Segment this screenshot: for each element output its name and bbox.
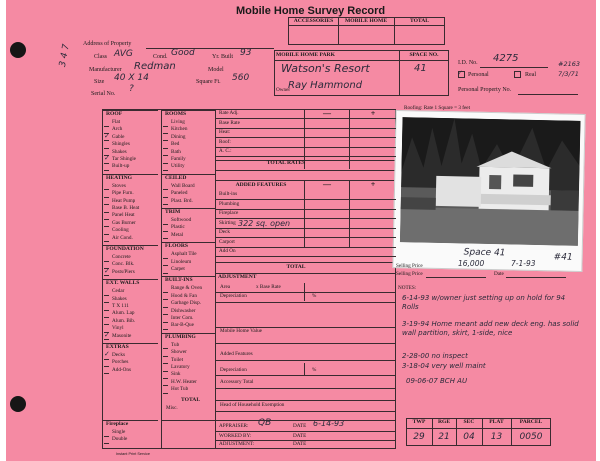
serial-label: Serial No. [91, 91, 116, 97]
added-feature-rule [215, 228, 396, 229]
rates-minus-header: — [323, 109, 331, 118]
roof-item: Gable [112, 133, 125, 140]
yr-built-value: 93 [240, 48, 252, 58]
rate-row-rule [215, 137, 396, 138]
rooms-item-box [163, 155, 168, 156]
photo-number: #41 [553, 252, 573, 263]
floors-title: FLOORS [165, 243, 189, 250]
base-rate-label: x Base Rate [256, 284, 281, 290]
foundation-item-box [104, 261, 109, 262]
heating-item-box [104, 234, 109, 235]
heating-item-box [104, 189, 109, 190]
depreciation-label: Depreciation [220, 293, 247, 299]
extras-title: EXTRAS [106, 344, 129, 350]
roof-title: ROOF [106, 111, 123, 117]
extras-item: Add-Ons [112, 366, 132, 373]
ceiled-item: Paneled [171, 190, 188, 197]
heating-item: Pipe Furn. [112, 190, 134, 197]
plumbing-item: Shower [171, 349, 187, 356]
rates-plus-header: + [370, 109, 376, 118]
address-label: Address of Property [83, 41, 132, 47]
twp-value: 21 [438, 432, 450, 442]
twp-value: 29 [413, 432, 425, 442]
cond-value: Good [171, 48, 195, 58]
ext_walls-item-box [104, 324, 109, 325]
note-1: 6-14-93 w/owner just setting up on hold for 94 Rolls [402, 294, 566, 311]
trim-item-box [163, 238, 168, 239]
ext_walls-item-box [104, 295, 109, 296]
rooms-item-box [163, 140, 168, 141]
roof-item-box [104, 148, 109, 149]
added-feature-item: Skirting [219, 219, 236, 226]
added-features-title: ADDED FEATURES [235, 182, 287, 188]
date-value: 6-14-93 [313, 419, 345, 428]
rooms-item: Living [171, 119, 185, 125]
rooms-item: Kitchen [171, 126, 188, 133]
plumbing-item-box [163, 371, 168, 372]
note-4: 3-18-04 very well maint [402, 362, 486, 370]
plumbing-item: Toilet [171, 356, 184, 363]
floors-item: Asphalt Tile [171, 251, 197, 258]
size-value: 40 X 14 [114, 73, 149, 83]
added-feature-rule [215, 209, 396, 210]
added-features-minus: — [323, 180, 331, 189]
class-value: AVG [114, 49, 133, 59]
selling-price-value: 16,000 [458, 259, 485, 268]
twp-header: TWP [412, 419, 426, 425]
space-header: SPACE NO. [409, 52, 439, 58]
ceiled-item-box [163, 189, 168, 190]
floors-item-box [163, 265, 168, 266]
rate-row-rule [215, 147, 396, 148]
area-label: Area [220, 284, 231, 290]
floors-item: Linoleum [171, 258, 192, 265]
plumbing-item-box [163, 393, 168, 394]
manufacturer-value: Redman [134, 61, 176, 72]
ext_walls-check-mark: ✓ [104, 330, 110, 339]
date-label: DATE [293, 423, 307, 429]
serial-value: ? [129, 84, 134, 94]
rate-row-rule [215, 128, 396, 129]
built_ins-item-box [163, 299, 168, 300]
depreciation-pct: % [312, 293, 317, 299]
ext_walls-item-box [104, 302, 109, 303]
ext_walls-item-box [104, 310, 109, 311]
date-label-2: DATE [293, 433, 307, 439]
built_ins-item-box [163, 292, 168, 293]
personal-check-mark: ✓ [457, 69, 463, 77]
notes-label: NOTES: [398, 285, 417, 291]
sqft-label: Square Ft. [196, 79, 221, 85]
rooms-item-box [163, 163, 168, 164]
extras-item: Porches [112, 359, 129, 366]
binder-hole-bottom [10, 396, 26, 412]
id-label: I.D. No. [458, 60, 478, 66]
id-note-2: 7/3/71 [558, 70, 579, 78]
foundation-check-mark: ✓ [104, 266, 110, 275]
rooms-item-box [163, 148, 168, 149]
roof-check-mark: ✓ [104, 131, 110, 140]
ceiled-item-box [163, 197, 168, 198]
roof-item: Built-up [112, 163, 130, 170]
added-feature-rule [215, 237, 396, 238]
heating-item-box [104, 197, 109, 198]
added-feature-rule [215, 218, 396, 219]
selling-price-label: Selling Price [396, 263, 423, 269]
added-feature-item: Fireplace [219, 210, 239, 216]
heating-item: Stoves [112, 182, 126, 189]
roof-item: Shingles [112, 141, 130, 148]
plumbing-item-box [163, 363, 168, 364]
built_ins-item-box [163, 314, 168, 315]
fireplace-title: Fireplace [106, 421, 129, 427]
plumbing-item-box [163, 348, 168, 349]
twp-value: 13 [490, 432, 503, 442]
plumbing-title: PLUMBING [165, 333, 196, 340]
roof-item: Shakes [112, 148, 127, 155]
added-feature-item: Built-ins [219, 191, 238, 197]
floors-item: Carpet [171, 266, 185, 272]
trim-item: Metal [171, 231, 184, 238]
owner-value: Ray Hammond [288, 80, 363, 91]
ext_walls-item: Masonite [112, 332, 132, 339]
foundation-title: FOUNDATION [106, 246, 144, 252]
rooms-title: ROOMS [165, 111, 187, 117]
ext_walls-item: Alum. Bib. [112, 317, 136, 324]
selling-price-label-2: Selling Price [396, 271, 423, 277]
heating-item-box [104, 219, 109, 220]
roof-item-box [104, 170, 109, 171]
added-features-plus: + [370, 180, 376, 189]
roof-item: Arch [112, 126, 123, 133]
total-header: TOTAL [409, 18, 430, 24]
rooms-item: Dining [171, 133, 186, 140]
twp-table-rule [406, 428, 551, 429]
appraiser-label: APPRAISER: [219, 423, 249, 429]
head-of-household-label: Head of Household Exemption [220, 402, 285, 408]
personal-label: Personal [468, 72, 489, 78]
twp-header: RGE [437, 419, 451, 425]
floors-item-box [163, 273, 168, 274]
ceiled-title: CEILED [165, 174, 187, 181]
built_ins-item: Bar-B-Que [171, 322, 194, 329]
manufacturer-label: Manufacturer [89, 67, 122, 73]
rate-row-rule [215, 156, 396, 157]
selling-date-label-2: Date [494, 271, 504, 277]
trim-item: Plastic [171, 224, 185, 231]
foundation-item: Concrete [112, 254, 131, 260]
plumbing-item-box [163, 378, 168, 379]
footer-text: Instant Print Service [116, 452, 150, 456]
note-5: 09-06-07 BCH AU [406, 377, 468, 385]
selling-date-value: 7-1-93 [511, 259, 536, 268]
roof-item: Flat [112, 119, 121, 125]
note-2: 3-19-94 Home meant add new deck eng. has solid wall partition, skirt, 1-side, nice [402, 320, 579, 337]
roof-check-mark: ✓ [104, 154, 110, 162]
ext_walls-item-box [104, 317, 109, 318]
grid-total-label: TOTAL [181, 396, 201, 403]
mobile-home-photo-image [400, 117, 581, 246]
foundation-item: Conc. Blk. [112, 261, 135, 268]
plumbing-item: Lavatory [171, 364, 190, 370]
built_ins-item-box [163, 329, 168, 330]
extras-item: Decks [112, 352, 125, 358]
sqft-value: 560 [232, 73, 250, 83]
adjustment-total-label: TOTAL [286, 264, 306, 270]
fireplace-item-box [104, 443, 109, 444]
ceiled-item: Wall Board [171, 182, 195, 189]
roof-item-box [104, 163, 109, 164]
ext_walls-item: T X 111 [112, 303, 129, 309]
heating-item: Gas Burner [112, 219, 136, 226]
built_ins-item: Dishwasher [171, 307, 196, 314]
trim-title: TRIM [165, 209, 181, 215]
heating-item: Base B. Heat [112, 205, 140, 211]
extras-item-box [104, 359, 109, 360]
rate-row-rule [215, 118, 396, 119]
ceiled-item-box [163, 204, 168, 205]
heating-item-box [104, 212, 109, 213]
heating-item: Air Cond. [112, 234, 133, 241]
photo-caption: Space 41 [463, 247, 506, 259]
property-photo [392, 110, 585, 272]
heating-item: Heat Pump [112, 197, 136, 204]
real-checkbox[interactable] [514, 71, 521, 78]
heating-item: Panel Heat [112, 212, 135, 219]
roof-item-box [104, 140, 109, 141]
fireplace-item-box [104, 436, 109, 437]
accessory-total-label: Accessory Total [220, 379, 254, 385]
total-rates-label: TOTAL RATES [266, 160, 306, 166]
ext_walls-item: Cedar [112, 288, 125, 295]
space-value: 41 [414, 63, 427, 74]
ext_walls-item: Shakes [112, 295, 127, 302]
rooms-item: Bath [171, 148, 181, 155]
foundation-item: Posts/Piers [112, 268, 135, 275]
built_ins-item: Garbage Disp. [171, 300, 201, 307]
mobile-home-value-label: Mobile Home Value [220, 328, 262, 334]
trim-item-box [163, 224, 168, 225]
rate-item: Base Rate [219, 119, 240, 126]
depreciation-2-label: Depreciation [220, 367, 247, 373]
mobile-home-header: MOBILE HOME [344, 18, 388, 24]
ext_walls-title: EXT. WALLS [106, 280, 140, 287]
yr-built-label: Yr. Built [212, 54, 234, 60]
built_ins-item-box [163, 322, 168, 323]
adjustment-title: ADJUSTMENT [218, 274, 257, 280]
ext_walls-item-box [104, 339, 109, 340]
trim-item: Softwood [171, 217, 192, 223]
rooms-item-box [163, 126, 168, 127]
ceiled-item: Plast. Brd. [171, 197, 193, 204]
plumbing-item: H.W. Heater [171, 378, 197, 385]
added-features-2-label: Added Features [220, 351, 253, 357]
margin-note: 3 4 7 [58, 43, 72, 68]
class-label: Class [94, 54, 108, 60]
plumbing-item: Tub [171, 341, 180, 348]
survey-record-card [6, 0, 596, 461]
extras-item-box [104, 373, 109, 374]
built_ins-item: Inter Com. [171, 315, 194, 321]
heating-item-box [104, 241, 109, 242]
id-value: 4275 [493, 53, 519, 64]
depreciation-2-pct: % [312, 367, 317, 373]
rooms-item: Utility [171, 163, 185, 170]
adjustment-label: ADJUSTMENT: [219, 441, 255, 447]
cond-label: Cond. [153, 54, 168, 60]
built_ins-item-box [163, 307, 168, 308]
extras-check-mark: ✓ [104, 350, 110, 358]
plumbing-item-box [163, 356, 168, 357]
fireplace-item: Single [112, 429, 126, 435]
park-header: MOBILE HOME PARK [276, 52, 335, 58]
rate-item: Heat: [219, 129, 231, 135]
misc-label: Misc. [166, 404, 178, 411]
rate-item: Rate Adj. [219, 110, 239, 116]
plumbing-item-box [163, 385, 168, 386]
added-feature-item: Carport [219, 238, 235, 245]
twp-header: SEC [463, 419, 475, 425]
twp-value: 04 [463, 432, 475, 442]
twp-header: PLAT [489, 419, 504, 425]
built_ins-item: Range & Oven [171, 285, 203, 292]
photo-header-partial: Roofing: Rate 1 Square = 3 feet [404, 105, 471, 111]
note-3: 2-28-00 no inspect [402, 352, 468, 360]
trim-item-box [163, 231, 168, 232]
real-label: Real [525, 72, 536, 78]
heating-title: HEATING [106, 174, 133, 181]
model-label: Model [208, 67, 224, 73]
rate-item: Roof: [219, 138, 231, 145]
park-value: Watson's Resort [281, 62, 370, 75]
ext_walls-item: Vinyl [112, 325, 124, 332]
owner-label: Owner [276, 87, 291, 93]
page-title: Mobile Home Survey Record [236, 5, 386, 17]
ext_walls-item: Alum. Lap [112, 310, 135, 317]
added-feature-rule [215, 256, 396, 257]
floors-item-box [163, 258, 168, 259]
personal-property-label: Personal Property No. [458, 87, 512, 93]
extras-item-box [104, 366, 109, 367]
id-note-1: #2163 [558, 60, 580, 68]
heating-item-box [104, 204, 109, 205]
fireplace-item: Double [112, 436, 128, 443]
added-feature-item: Add On [219, 248, 236, 254]
rooms-item-box [163, 133, 168, 134]
plumbing-item: Sink [171, 371, 181, 378]
date-label-3: DATE [293, 441, 307, 447]
rate-item: A. C.: [219, 148, 232, 154]
built_ins-title: BUILT-INS [165, 277, 193, 284]
accessories-header: ACCESSORIES [293, 18, 334, 24]
twp-value: 0050 [519, 432, 543, 442]
added-feature-rule [215, 247, 396, 248]
plumbing-item: Hot Tub [171, 386, 189, 393]
heating-item-box [104, 226, 109, 227]
rooms-item: Family [171, 156, 186, 162]
rooms-item: Bed [171, 141, 180, 148]
added-feature-rule [215, 199, 396, 200]
added-feature-item: Deck [219, 229, 230, 235]
worked-by-label: WORKED BY: [219, 433, 252, 439]
built_ins-item: Hood & Fan [171, 292, 197, 299]
deck-value: 322 sq. open [238, 219, 291, 228]
foundation-item-box [104, 275, 109, 276]
heating-item: Cooling [112, 227, 129, 234]
size-label: Size [94, 79, 105, 85]
twp-header: PARCEL [519, 419, 543, 425]
roof-item: Tar Shingle [112, 156, 136, 162]
rooms-item-box [163, 170, 168, 171]
added-feature-item: Plumbing [219, 200, 240, 207]
roof-item-box [104, 126, 109, 127]
binder-hole-top [10, 42, 26, 58]
appraiser-value: QB [258, 418, 272, 428]
